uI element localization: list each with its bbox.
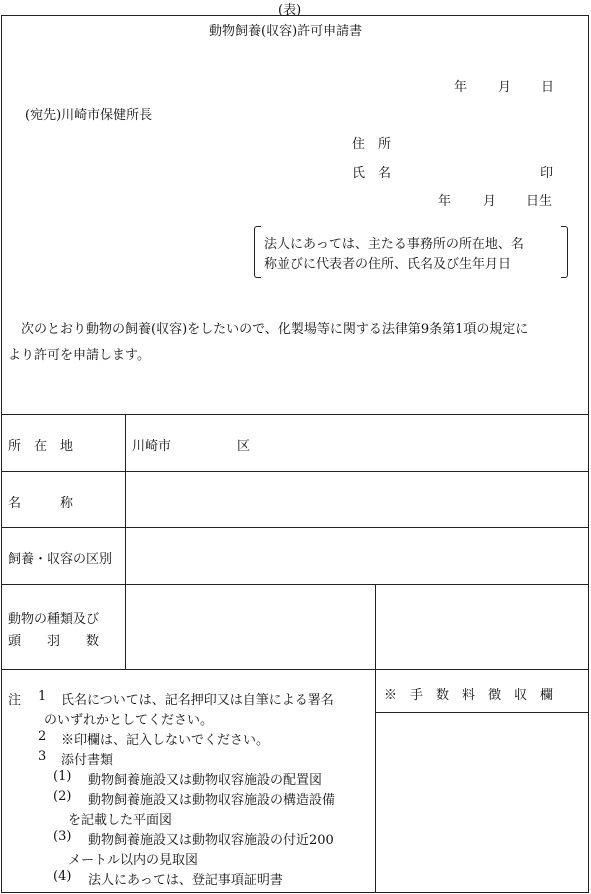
fee-header-divider [375, 712, 589, 713]
attachment-3-line-1: 動物飼養施設又は動物収容施設の付近200 [88, 833, 334, 848]
corporate-note-line-1: 法人にあっては、主たる事務所の所在地、名 [264, 237, 524, 252]
birth-day: 日生 [526, 194, 553, 209]
statement-line-2: より許可を申請します。 [8, 348, 150, 363]
location-ward: 区 [237, 439, 251, 454]
attachment-3-line-2: メートル以内の見取図 [68, 853, 199, 868]
date-month: 月 [498, 80, 512, 95]
name-label: 名 称 [8, 496, 74, 511]
attachment-1-line-1: 動物飼養施設又は動物収容施設の配置図 [88, 773, 323, 788]
fee-collection-label: ※ 手 数 料 徴 収 欄 [384, 688, 554, 703]
note-3-number: 3 [38, 749, 47, 764]
attachment-1-number: (1) [53, 769, 72, 784]
species-label-line-2: 頭 羽 数 [8, 634, 100, 649]
row-divider [1, 584, 589, 585]
date-day: 日 [541, 80, 555, 95]
fee-column-divider [375, 584, 376, 893]
applicant-name-label: 氏 名 [352, 166, 392, 181]
note-2-line-1: ※印欄は、記入しないでください。 [61, 733, 270, 748]
note-1-line-2: のいずれかとしてください。 [44, 713, 214, 728]
attachment-2-line-1: 動物飼養施設又は動物収容施設の構造設備 [88, 793, 336, 808]
seal-mark: 印 [540, 166, 554, 181]
category-label: 飼養・収容の区別 [8, 552, 113, 567]
row-divider [1, 527, 589, 528]
note-1-line-1: 氏名については、記名押印又は自筆による署名 [61, 693, 334, 708]
row-divider [1, 669, 589, 670]
birth-year: 年 [438, 194, 452, 209]
location-city: 川崎市 [132, 439, 172, 454]
attachment-4-number: (4) [53, 869, 72, 884]
addressee: (宛先)川崎市保健所長 [25, 108, 153, 123]
form-title: 動物飼養(収容)許可申請書 [209, 24, 363, 39]
statement-line-1: 次のとおり動物の飼養(収容)をしたいので、化製場等に関する法律第9条第1項の規定に [8, 322, 529, 337]
attachment-2-line-2: を記載した平面図 [68, 813, 173, 828]
date-year: 年 [454, 80, 468, 95]
applicant-address-label: 住 所 [352, 137, 392, 152]
corporate-note-line-2: 称並びに代表者の住所、氏名及び生年月日 [264, 257, 512, 272]
row-divider [1, 471, 589, 472]
side-label: (表) [278, 3, 302, 18]
attachment-2-number: (2) [53, 789, 72, 804]
table-top-border [1, 414, 589, 415]
notes-prefix: 注 [8, 693, 22, 708]
right-bracket [561, 226, 568, 278]
location-label [8, 435, 118, 454]
attachment-3-number: (3) [53, 829, 72, 844]
label-column-divider [125, 414, 126, 669]
birth-month: 月 [483, 194, 497, 209]
note-3-line-1: 添付書類 [61, 753, 114, 768]
attachment-4-line-1: 法人にあっては、登記事項証明書 [88, 873, 283, 888]
species-label-line-1: 動物の種類及び [8, 612, 100, 627]
note-2-number: 2 [38, 729, 47, 744]
location-label-text: 所 在 地 [8, 439, 74, 454]
left-bracket [254, 226, 261, 278]
note-1-number: 1 [38, 689, 47, 704]
